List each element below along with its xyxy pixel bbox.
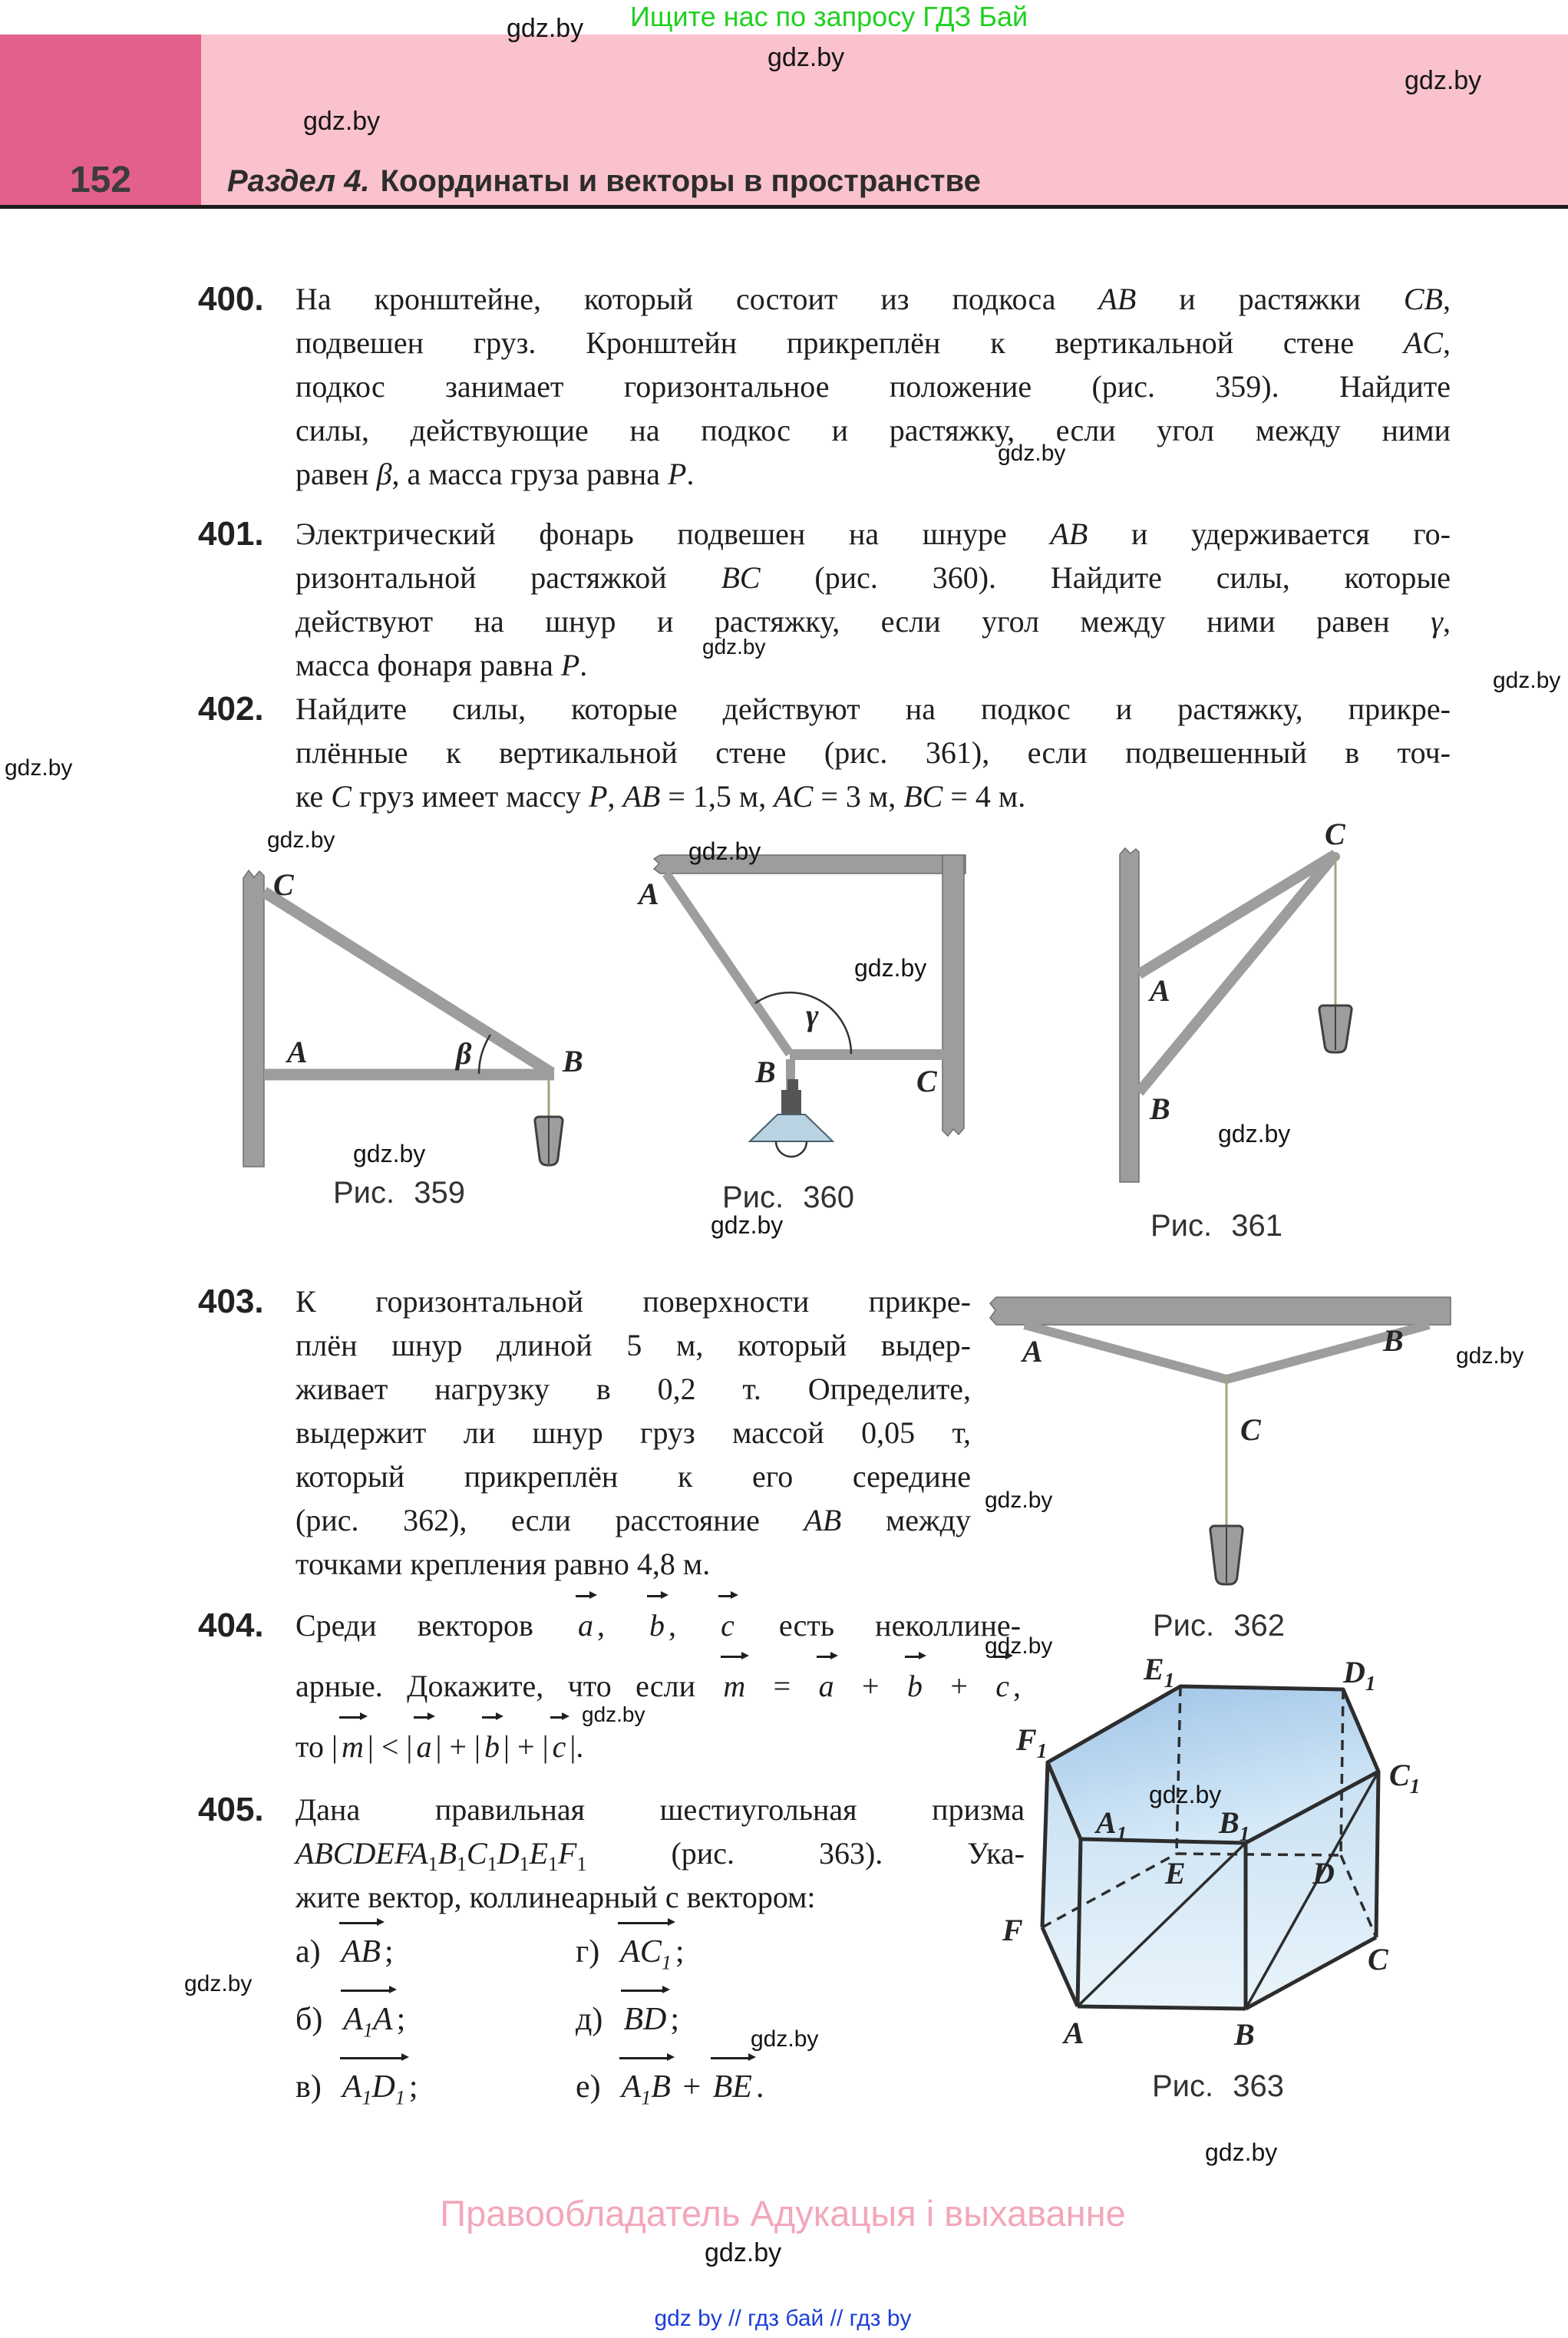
problem-text-line: ризонтальной растяжкой BC (рис. 360). Найдите силы, которые <box>295 560 1451 595</box>
ceiling-bar <box>990 1297 1451 1325</box>
copyright-line: Правообладатель Адукацыя і выхаванне <box>440 2193 1126 2234</box>
angle-label-gamma: γ <box>806 998 819 1032</box>
promo-search-line: Ищите нас по запросу ГДЗ Бай <box>630 1 1028 32</box>
watermark: gdz.by <box>751 2026 819 2052</box>
watermark: gdz.by <box>1493 668 1561 693</box>
vector-expression: BD ; <box>619 2002 679 2037</box>
banner-underline <box>0 205 1568 209</box>
angle-beta-arc <box>479 1035 490 1074</box>
point-label-A: A <box>1150 973 1170 1008</box>
bar-AC <box>1139 854 1335 974</box>
problem-text-line: плён шнур длиной 5 м, который выдер- <box>295 1328 971 1362</box>
vector-expression: $AC_1$ ; <box>616 1934 684 1970</box>
watermark: gdz.by <box>582 1702 645 1726</box>
wall-bar <box>243 870 264 1167</box>
problem-400-text <box>295 278 1451 497</box>
vertex-label-F1: $F_1$ <box>1016 1722 1048 1762</box>
watermark: gdz.by <box>998 441 1066 466</box>
problem-401-text <box>295 513 1451 688</box>
vertex-label-E: E <box>1165 1856 1186 1891</box>
problem-402-text <box>295 688 1451 819</box>
problem-text-line: жите вектор, коллинеарный с вектором: <box>295 1880 816 1914</box>
list-item-b <box>295 1999 405 2041</box>
watermark: gdz.by <box>985 1488 1053 1513</box>
page-number: 152 <box>69 160 132 200</box>
wall-bar <box>942 855 964 1136</box>
problem-403-text <box>295 1280 971 1587</box>
problem-number-401: 401. <box>198 515 264 553</box>
lamp-socket <box>781 1090 801 1115</box>
point-label-B: B <box>1383 1323 1404 1358</box>
vertex-label-E1: $E_1$ <box>1144 1652 1175 1692</box>
problem-number-405: 405. <box>198 1791 264 1828</box>
section-name: Координаты и векторы в пространстве <box>380 164 981 198</box>
watermark: gdz.by <box>1456 1343 1524 1369</box>
vertex-label-C1: $C_1$ <box>1389 1758 1421 1798</box>
problem-text-line: плённые к вертикальной стене (рис. 361), если подвешенный в точ- <box>295 735 1451 770</box>
lamp-bulb <box>776 1141 807 1157</box>
watermark: gdz.by <box>854 954 927 982</box>
list-label: а) <box>295 1934 321 1970</box>
problem-number-404: 404. <box>198 1607 264 1644</box>
watermark: gdz.by <box>1205 2138 1278 2166</box>
vertex-label-C: C <box>1368 1942 1388 1976</box>
watermark: gdz.by <box>1149 1781 1222 1808</box>
watermark: gdz.by <box>5 755 73 781</box>
watermark: gdz.by <box>985 1633 1053 1659</box>
point-label-C: C <box>1240 1412 1261 1447</box>
point-label-A: A <box>287 1035 308 1069</box>
vector-expression: AB ; <box>338 1934 394 1970</box>
watermark: gdz.by <box>353 1140 426 1167</box>
problem-404-text <box>295 1604 1021 1786</box>
vector-expression: $A_1A$ ; <box>339 2002 405 2037</box>
figure-363-caption: Рис. 363 <box>1152 2069 1284 2103</box>
cord-AB <box>666 873 790 1054</box>
vertex-label-B1: $B_1$ <box>1219 1805 1250 1845</box>
wall-bar <box>1120 848 1139 1182</box>
watermark: gdz.by <box>705 2238 782 2267</box>
angle-label-beta: β <box>456 1036 472 1071</box>
vertex-label-D1: $D_1$ <box>1343 1655 1376 1695</box>
point-label-C: C <box>916 1064 937 1098</box>
vector-expression: $A_1B$ + BE . <box>618 2069 764 2105</box>
problem-text-line: живает нагрузку в 0,2 т. Определите, <box>295 1372 971 1406</box>
vertex-label-A1: $A_1$ <box>1096 1805 1127 1845</box>
point-label-B: B <box>1150 1091 1170 1126</box>
problem-text-line: Дана правильная шестиугольная призма <box>295 1792 1025 1827</box>
watermark: gdz.by <box>1405 66 1482 95</box>
list-item-e <box>576 2066 764 2108</box>
lamp-shade <box>750 1115 833 1141</box>
watermark: gdz.by <box>702 635 766 659</box>
problem-text-line: подвешен груз. Кронштейн прикреплён к вертикальной стене AC, <box>295 325 1451 360</box>
problem-number-402: 402. <box>198 690 264 728</box>
list-item-a <box>295 1931 394 1973</box>
point-label-C: C <box>273 867 294 902</box>
point-label-B: B <box>563 1044 583 1078</box>
problem-405-text <box>295 1788 1025 1920</box>
vertex-label-B: B <box>1234 2017 1255 2052</box>
section-title <box>227 163 981 199</box>
problem-text-line: который прикреплён к его середине <box>295 1459 971 1494</box>
vertex-label-D: D <box>1312 1856 1335 1891</box>
watermark: gdz.by <box>767 43 845 72</box>
watermark: gdz.by <box>688 837 761 865</box>
problem-text-line: точками крепления равно 4,8 м. <box>295 1547 711 1581</box>
problem-text-line: К горизонтальной поверхности прикре- <box>295 1284 971 1319</box>
vertex-label-A: A <box>1064 2016 1084 2050</box>
problem-text-line: Электрический фонарь подвешен на шнуре AB и удерживается го- <box>295 517 1451 551</box>
list-label: д) <box>576 2002 603 2037</box>
problem-text-line: ке C груз имеет массу P, AB = 1,5 м, AC = 3 м, BC = 4 м. <box>295 779 1026 814</box>
problem-number-400: 400. <box>198 280 264 318</box>
list-label: в) <box>295 2069 322 2105</box>
vector-expression: $A_1D_1$ ; <box>338 2069 418 2105</box>
problem-text-line: Среди векторов a , b , c есть неколлине- <box>295 1604 1021 1648</box>
figure-360-lamp-diagram <box>637 837 975 1167</box>
problem-text-line: подкос занимает горизонтальное положение (рис. 359). Найдите <box>295 369 1451 404</box>
point-label-C: C <box>1325 817 1345 851</box>
watermark: gdz.by <box>184 1971 253 1996</box>
list-item-g <box>576 1931 685 1973</box>
lamp-socket-top <box>787 1079 798 1090</box>
problem-text-line: то | m | < | a | + | b | + | c |. <box>295 1725 1021 1769</box>
watermark: gdz.by <box>507 14 584 43</box>
problem-text-line: действуют на шнур и растяжку, если угол между ними равен γ, <box>295 604 1451 639</box>
problem-text-line: (рис. 362), если расстояние AB между <box>295 1503 971 1537</box>
list-label: б) <box>295 2002 323 2037</box>
figure-361-caption: Рис. 361 <box>1150 1209 1282 1243</box>
problem-text-line: силы, действующие на подкос и растяжку, если угол между ними <box>295 413 1451 447</box>
list-label: г) <box>576 1934 600 1970</box>
cord-AC <box>1025 1325 1226 1379</box>
figure-359-caption: Рис. 359 <box>333 1176 465 1210</box>
section-prefix: Раздел 4. <box>227 164 370 198</box>
problem-text-line: масса фонаря равна P. <box>295 648 588 682</box>
vertex-label-F: F <box>1002 1913 1023 1947</box>
figure-362-caption: Рис. 362 <box>1153 1609 1285 1643</box>
problem-text-line: равен β, а масса груза равна P. <box>295 457 695 491</box>
figure-360-caption: Рис. 360 <box>722 1181 854 1214</box>
list-item-v <box>295 2066 418 2108</box>
problem-number-403: 403. <box>198 1283 264 1320</box>
footer-links[interactable]: gdz by // гдз бай // гдз by <box>654 2306 912 2331</box>
problem-text-line: Найдите силы, которые действуют на подкос и растяжку, прикре- <box>295 692 1451 726</box>
problem-text-line: выдержит ли шнур груз массой 0,05 т, <box>295 1415 971 1450</box>
point-label-A: A <box>1022 1334 1043 1369</box>
watermark: gdz.by <box>303 107 381 136</box>
figure-359-bracket-diagram <box>230 844 591 1178</box>
list-item-d <box>576 1999 679 2041</box>
list-label: е) <box>576 2069 601 2105</box>
watermark: gdz.by <box>267 827 335 853</box>
figure-363-hexagonal-prism <box>982 1643 1443 2072</box>
problem-text-line: арные. Докажите, что если m = a + b + c , <box>295 1665 1021 1709</box>
point-label-B: B <box>755 1055 776 1089</box>
watermark: gdz.by <box>1218 1120 1291 1148</box>
figure-362-cord-diagram <box>975 1274 1481 1597</box>
problem-text-line: На кронштейне, который состоит из подкоса AB и растяжки CB, <box>295 282 1451 316</box>
watermark: gdz.by <box>711 1211 784 1239</box>
point-label-A: A <box>639 877 659 911</box>
problem-text-line: $ABCDEFA_1B_1C_1D_1E_1F_1$ (рис. 363). Ука- <box>295 1836 1025 1875</box>
